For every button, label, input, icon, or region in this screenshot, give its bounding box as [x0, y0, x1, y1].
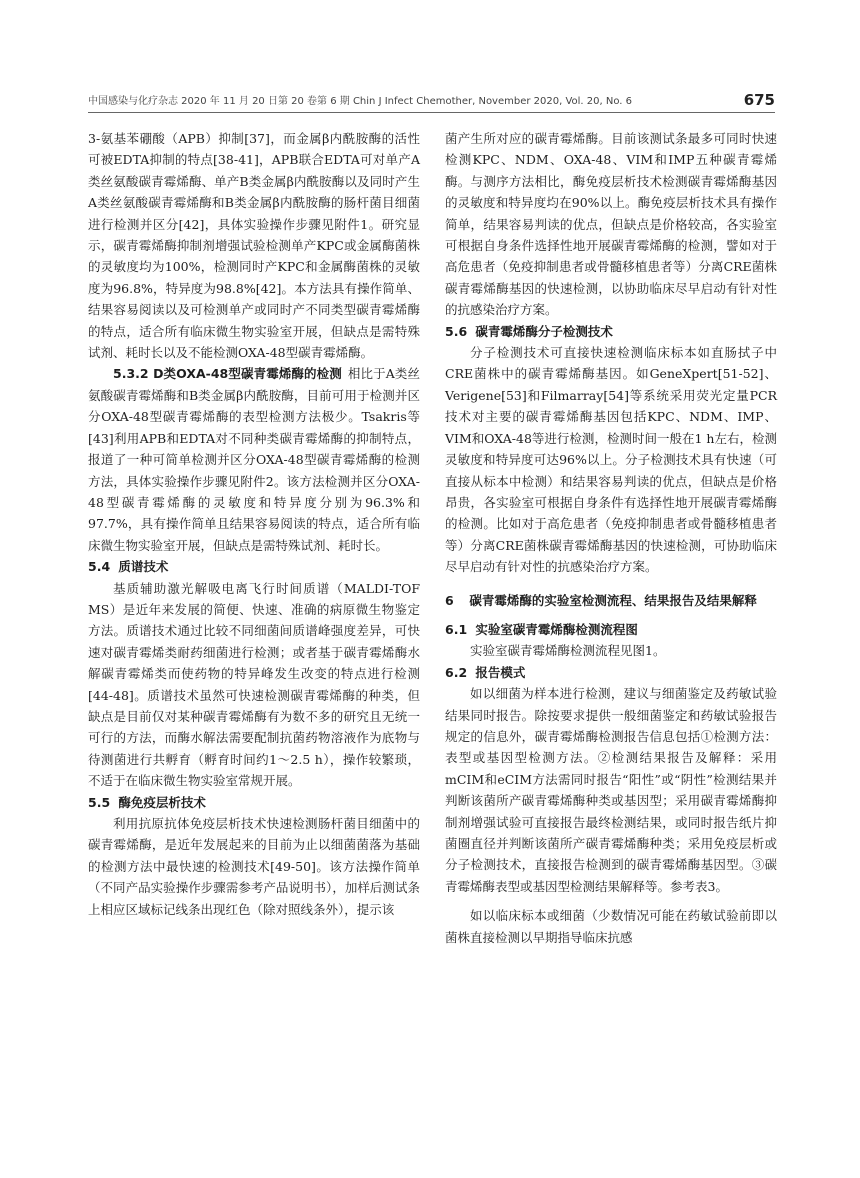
section-5-5-heading — [88, 792, 420, 813]
page-number: 675 — [743, 91, 775, 109]
paragraph-report-mode: 如以细菌为样本进行检测，建议与细菌鉴定及药敏试验结果同时报告。除按要求提供一般细菌鉴定和药敏试验报告规定的信息外，碳青霉烯酶检测报告信息包括①检测方法：表型或基因型检测方法。②检测结果报告及解释：采用mCIM和eCIM方法需同时报告“阳性”或“阴性”检测结果并判断该菌所产碳青霉烯酶种类或基因型；采用碳青霉烯酶抑制剂增强试验可直接报告最终检测结果，或同时报告纸片抑菌圈直径并判断该菌所产碳青霉烯酶种类；采用免疫层析或分子检测技术，直接报告检测到的碳青霉烯酶基因型。③碳青霉烯酶表型或基因型检测结果解释等。参考表3。 — [445, 686, 777, 894]
section-number: 6.1 — [445, 621, 468, 637]
section-number: 5.5 — [88, 794, 111, 810]
section-5-3-2-heading — [113, 366, 342, 381]
paragraph-clinical-specimen: 如以临床标本或细菌（少数情况可能在药敏试验前即以菌株直接检测以早期指导临床抗感 — [445, 908, 777, 945]
section-title: 报告模式 — [475, 664, 526, 680]
section-number: 5.4 — [88, 559, 111, 575]
right-column — [445, 128, 777, 948]
section-number: 5.6 — [445, 323, 468, 339]
section-number: 6 — [445, 592, 454, 608]
section-6-1-heading — [445, 619, 777, 640]
paragraph-molecular-detection: 分子检测技术可直接快速检测临床标本如直肠拭子中CRE菌株中的碳青霉烯酶基因。如GeneXpert[51-52]、Verigene[53]和Filmarray[54]等系统采用荧光定量PCR技术对主要的碳青霉烯酶基因包括KPC、NDM、IMP、VIM和OXA-48等进行检测，检测时间一般在1 h左右，检测灵敏度和特异度可达96%以上。分子检测技术具有快速（可直接从标本中检测）和结果容易判读的优点，但缺点是价格昂贵，各实验室可根据自身条件有选择性地开展碳青霉烯酶的检测。比如对于高危患者（免疫抑制患者或骨髓移植患者等）分离CRE菌株碳青霉烯酶基因的快速检测，可协助临床尽早启动有针对性的抗感染治疗方案。 — [445, 345, 777, 575]
left-column — [88, 128, 420, 920]
section-number: 6.2 — [445, 664, 468, 680]
section-title: D类OXA-48型碳青霉烯酶的检测 — [153, 366, 342, 382]
section-5-4-heading — [88, 556, 420, 577]
paragraph-immunochromatography-cont: 菌产生所对应的碳青霉烯酶。目前该测试条最多可同时快速检测KPC、NDM、OXA-48、VIM和IMP五种碳青霉烯酶。与测序方法相比，酶免疫层析技术检测碳青霉烯酶基因的灵敏度和特异度均在90%以上。酶免疫层析技术具有操作简单，结果容易判读的优点，但缺点是价格较高，各实验室可根据自身条件选择性地开展碳青霉烯酶的检测，譬如对于高危患者（免疫抑制患者或骨髓移植患者等）分离CRE菌株碳青霉烯酶基因的快速检测，以协助临床尽早启动有针对性的抗感染治疗方案。 — [445, 131, 777, 318]
section-5-6-heading — [445, 321, 777, 342]
section-title: 碳青霉烯酶分子检测技术 — [475, 323, 613, 339]
section-5-3-2 — [88, 363, 420, 556]
section-title: 质谱技术 — [118, 559, 169, 575]
section-number: 5.3.2 — [113, 366, 149, 382]
paragraph-immunochromatography: 利用抗原抗体免疫层析技术快速检测肠杆菌目细菌中的碳青霉烯酶，是近年发展起来的目前为止以细菌菌落为基础的检测方法中最快速的检测技术[49-50]。该方法操作简单（不同产品实验操作步骤需参考产品说明书），加样后测试条上相应区域标记线条出现红色（除对照线条外），提示该 — [88, 816, 420, 917]
running-header — [88, 88, 775, 113]
paragraph-apb-edta: 3-氨基苯硼酸（APB）抑制[37]，而金属β内酰胺酶的活性可被EDTA抑制的特点[38-41]，APB联合EDTA可对单产A类丝氨酸碳青霉烯酶、单产B类金属β内酰胺酶以及同时产生A类丝氨酸碳青霉烯酶和B类金属β内酰胺酶的肠杆菌目细菌进行检测并区分[42]，具体实验操作步骤见附件1。研究显示，碳青霉烯酶抑制剂增强试验检测单产KPC或金属酶菌株的灵敏度均为100%，检测同时产KPC和金属酶菌株的灵敏度为96.8%，特异度为98.8%[42]。本方法具有操作简单、结果容易阅读以及可检测单产或同时产不同类型碳青霉烯酶的特点，适合所有临床微生物实验室开展，但缺点是需特殊试剂、耗时长以及不能检测OXA-48型碳青霉烯酶。 — [88, 131, 420, 361]
paragraph-maldi-tof: 基质辅助激光解吸电离飞行时间质谱（MALDI-TOF MS）是近年来发展的简便、快速、准确的病原微生物鉴定方法。质谱技术通过比较不同细菌间质谱峰强度差异，可快速对碳青霉烯类耐药细菌进行检测；或者基于碳青霉烯酶水解碳青霉烯类而使药物的特异峰发生改变的特点进行检测[44-48]。质谱技术虽然可快速检测碳青霉烯酶的种类，但缺点是目前仅对某种碳青霉烯酶有为数不多的研究且无统一可行的方法，而酶水解法需要配制抗菌药物溶液作为底物与待测菌进行共孵育（孵育时间约1～2.5 h），操作较繁琐，不适于在临床微生物实验室常规开展。 — [88, 580, 420, 789]
paragraph-flowchart-ref: 实验室碳青霉烯酶检测流程见图1。 — [470, 643, 666, 659]
journal-citation: 中国感染与化疗杂志 2020 年 11 月 20 日第 20 卷第 6 期 Chin J Infect Chemother, November 2020, Vol. 20, No. 6 — [88, 96, 633, 107]
section-6-heading — [445, 590, 777, 611]
section-title: 碳青霉烯酶的实验室检测流程、结果报告及结果解释 — [469, 592, 757, 608]
section-title: 酶免疫层析技术 — [118, 794, 206, 810]
section-title: 实验室碳青霉烯酶检测流程图 — [475, 621, 638, 637]
section-6-2-heading — [445, 662, 777, 683]
section-5-3-2-text: 相比于A类丝氨酸碳青霉烯酶和B类金属β内酰胺酶，目前可用于检测并区分OXA-48型碳青霉烯酶的表型检测方法极少。Tsakris等[43]利用APB和EDTA对不同种类碳青霉烯酶的抑制特点，报道了一种可简单检测并区分OXA-48型碳青霉烯酶的检测方法，具体实验操作步骤见附件2。该方法检测并区分OXA-48型碳青霉烯酶的灵敏度和特异度分别为96.3%和97.7%，具有操作简单且结果容易阅读的特点，适合所有临床微生物实验室开展，但缺点是需特殊试剂、耗时长。 — [88, 366, 420, 553]
